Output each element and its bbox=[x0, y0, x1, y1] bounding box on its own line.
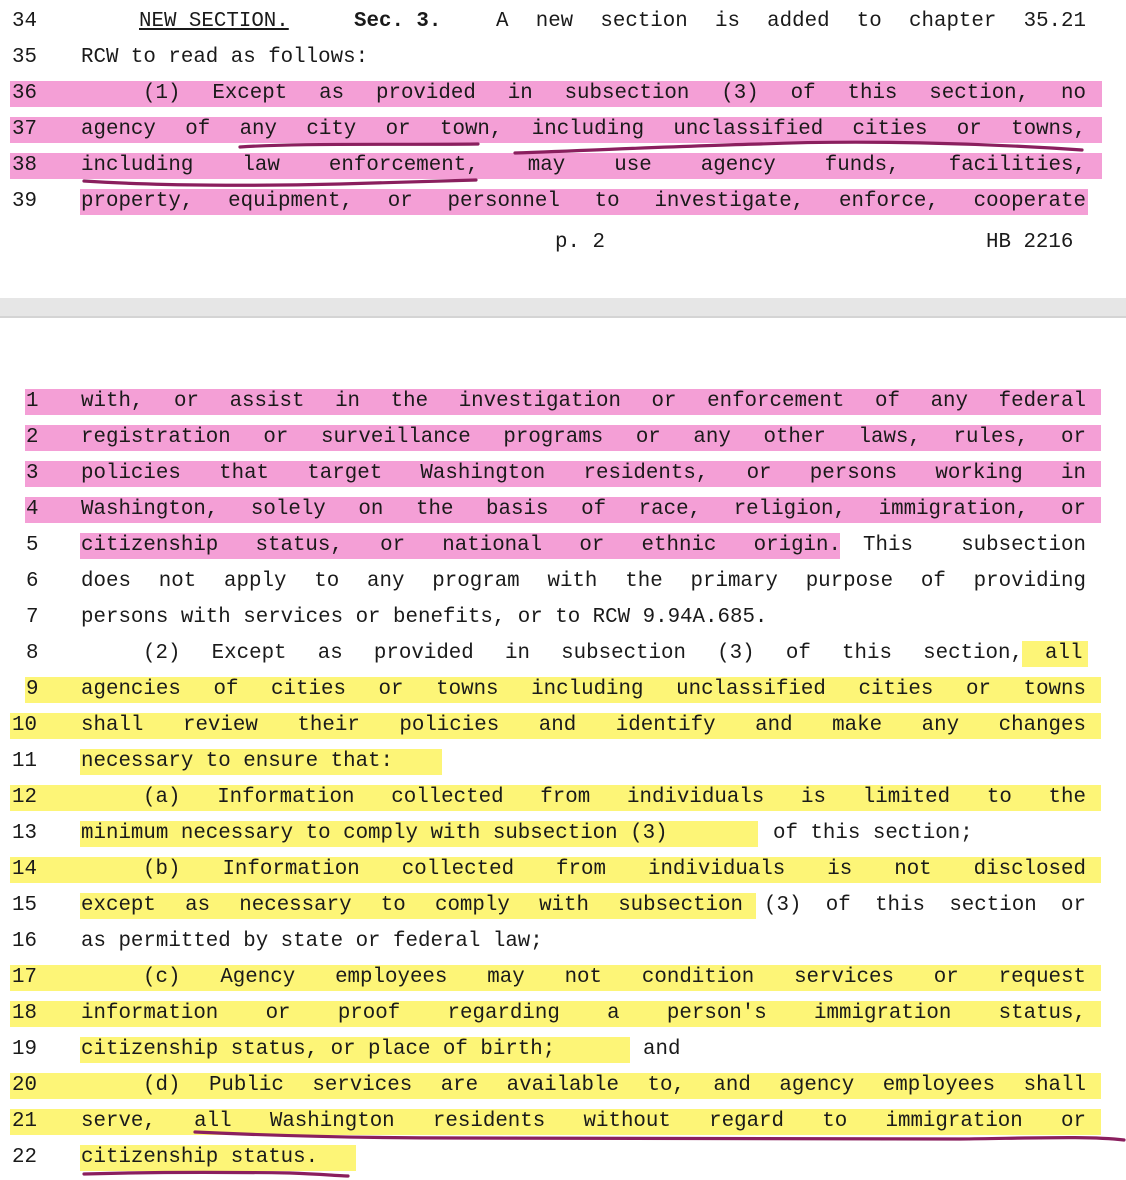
line-35 bbox=[0, 40, 1126, 76]
line-text: with, or assist in the investigation or enforcement of any federal bbox=[81, 390, 1086, 413]
line-34 bbox=[0, 4, 1126, 40]
section-number: Sec. 3. bbox=[354, 10, 442, 33]
line-text: policies that target Washington residents, or persons working in bbox=[81, 462, 1086, 485]
line-number: 13 bbox=[12, 822, 37, 845]
line-text: shall review their policies and identify and make any changes bbox=[81, 714, 1086, 737]
line-text: (2) Except as provided in subsection (3) of this section, bbox=[143, 642, 1023, 665]
line-number: 12 bbox=[12, 786, 37, 809]
line-number: 5 bbox=[26, 534, 39, 557]
line-text-rest: all bbox=[1045, 642, 1083, 665]
line-1 bbox=[0, 384, 1126, 420]
line-15 bbox=[0, 888, 1126, 924]
line-text: citizenship status. bbox=[81, 1146, 319, 1169]
line-22 bbox=[0, 1140, 1126, 1176]
line-number: 2 bbox=[26, 426, 39, 449]
line-text-rest: and bbox=[643, 1038, 681, 1061]
line-text-rest: of this section; bbox=[773, 822, 973, 845]
line-text: except as necessary to comply with subsection bbox=[81, 894, 743, 917]
line-6 bbox=[0, 564, 1126, 600]
line-text: RCW to read as follows: bbox=[81, 46, 369, 69]
line-4 bbox=[0, 492, 1126, 528]
line-number: 37 bbox=[12, 118, 37, 141]
line-text-rest: This subsection bbox=[863, 534, 1086, 557]
line-number: 35 bbox=[12, 46, 37, 69]
page-number: p. 2 bbox=[555, 231, 605, 254]
new-section-label: NEW SECTION. bbox=[139, 10, 289, 33]
line-39 bbox=[0, 184, 1126, 220]
line-number: 20 bbox=[12, 1074, 37, 1097]
line-number: 18 bbox=[12, 1002, 37, 1025]
line-37 bbox=[0, 112, 1126, 148]
line-number: 38 bbox=[12, 154, 37, 177]
line-text: citizenship status, or national or ethnic origin. bbox=[81, 534, 841, 557]
line-number: 36 bbox=[12, 82, 37, 105]
line-number: 1 bbox=[26, 390, 39, 413]
line-number: 7 bbox=[26, 606, 39, 629]
line-text: agency of any city or town, including unclassified cities or towns, bbox=[81, 118, 1086, 141]
line-text-rest: (3) of this section or bbox=[764, 894, 1086, 917]
line-text: (a) Information collected from individuals is limited to the bbox=[143, 786, 1086, 809]
line-number: 17 bbox=[12, 966, 37, 989]
line-text: minimum necessary to comply with subsection (3) bbox=[81, 822, 668, 845]
line-text: Washington, solely on the basis of race, religion, immigration, or bbox=[81, 498, 1086, 521]
bill-number: HB 2216 bbox=[986, 231, 1074, 254]
line-number: 34 bbox=[12, 10, 37, 33]
line-21 bbox=[0, 1104, 1126, 1140]
line-17 bbox=[0, 960, 1126, 996]
line-text: citizenship status, or place of birth; bbox=[81, 1038, 556, 1061]
line-text: A new section is added to chapter 35.21 bbox=[496, 10, 1086, 33]
line-14 bbox=[0, 852, 1126, 888]
line-text: (c) Agency employees may not condition services or request bbox=[143, 966, 1086, 989]
line-8 bbox=[0, 636, 1126, 672]
line-19 bbox=[0, 1032, 1126, 1068]
line-number: 16 bbox=[12, 930, 37, 953]
line-38 bbox=[0, 148, 1126, 184]
line-10 bbox=[0, 708, 1126, 744]
line-text: does not apply to any program with the primary purpose of providing bbox=[81, 570, 1086, 593]
line-5 bbox=[0, 528, 1126, 564]
line-text: serve, all Washington residents without regard to immigration or bbox=[81, 1110, 1086, 1133]
line-text: persons with services or benefits, or to RCW 9.94A.685. bbox=[81, 606, 768, 629]
line-36 bbox=[0, 76, 1126, 112]
line-text: registration or surveillance programs or any other laws, rules, or bbox=[81, 426, 1086, 449]
line-number: 3 bbox=[26, 462, 39, 485]
line-20 bbox=[0, 1068, 1126, 1104]
line-13 bbox=[0, 816, 1126, 852]
line-text: (d) Public services are available to, and agency employees shall bbox=[143, 1074, 1086, 1097]
line-number: 19 bbox=[12, 1038, 37, 1061]
page-break bbox=[0, 298, 1126, 318]
line-text: information or proof regarding a person's immigration status, bbox=[81, 1002, 1086, 1025]
page-break-edge bbox=[0, 316, 1126, 318]
line-2 bbox=[0, 420, 1126, 456]
line-number: 22 bbox=[12, 1146, 37, 1169]
line-text: as permitted by state or federal law; bbox=[81, 930, 543, 953]
line-text: necessary to ensure that: bbox=[81, 750, 394, 773]
line-16 bbox=[0, 924, 1126, 960]
line-number: 4 bbox=[26, 498, 39, 521]
line-number: 9 bbox=[26, 678, 39, 701]
line-number: 11 bbox=[12, 750, 37, 773]
line-text: (b) Information collected from individuals is not disclosed bbox=[143, 858, 1086, 881]
line-12 bbox=[0, 780, 1126, 816]
line-number: 21 bbox=[12, 1110, 37, 1133]
line-number: 14 bbox=[12, 858, 37, 881]
line-number: 6 bbox=[26, 570, 39, 593]
line-9 bbox=[0, 672, 1126, 708]
line-text: property, equipment, or personnel to investigate, enforce, cooperate bbox=[81, 190, 1086, 213]
line-number: 8 bbox=[26, 642, 39, 665]
line-number: 10 bbox=[12, 714, 37, 737]
line-11 bbox=[0, 744, 1126, 780]
line-18 bbox=[0, 996, 1126, 1032]
line-text: including law enforcement, may use agency funds, facilities, bbox=[81, 154, 1086, 177]
line-3 bbox=[0, 456, 1126, 492]
line-7 bbox=[0, 600, 1126, 636]
line-text: agencies of cities or towns including unclassified cities or towns bbox=[81, 678, 1086, 701]
line-text: (1) Except as provided in subsection (3) of this section, no bbox=[143, 82, 1086, 105]
line-number: 39 bbox=[12, 190, 37, 213]
line-number: 15 bbox=[12, 894, 37, 917]
